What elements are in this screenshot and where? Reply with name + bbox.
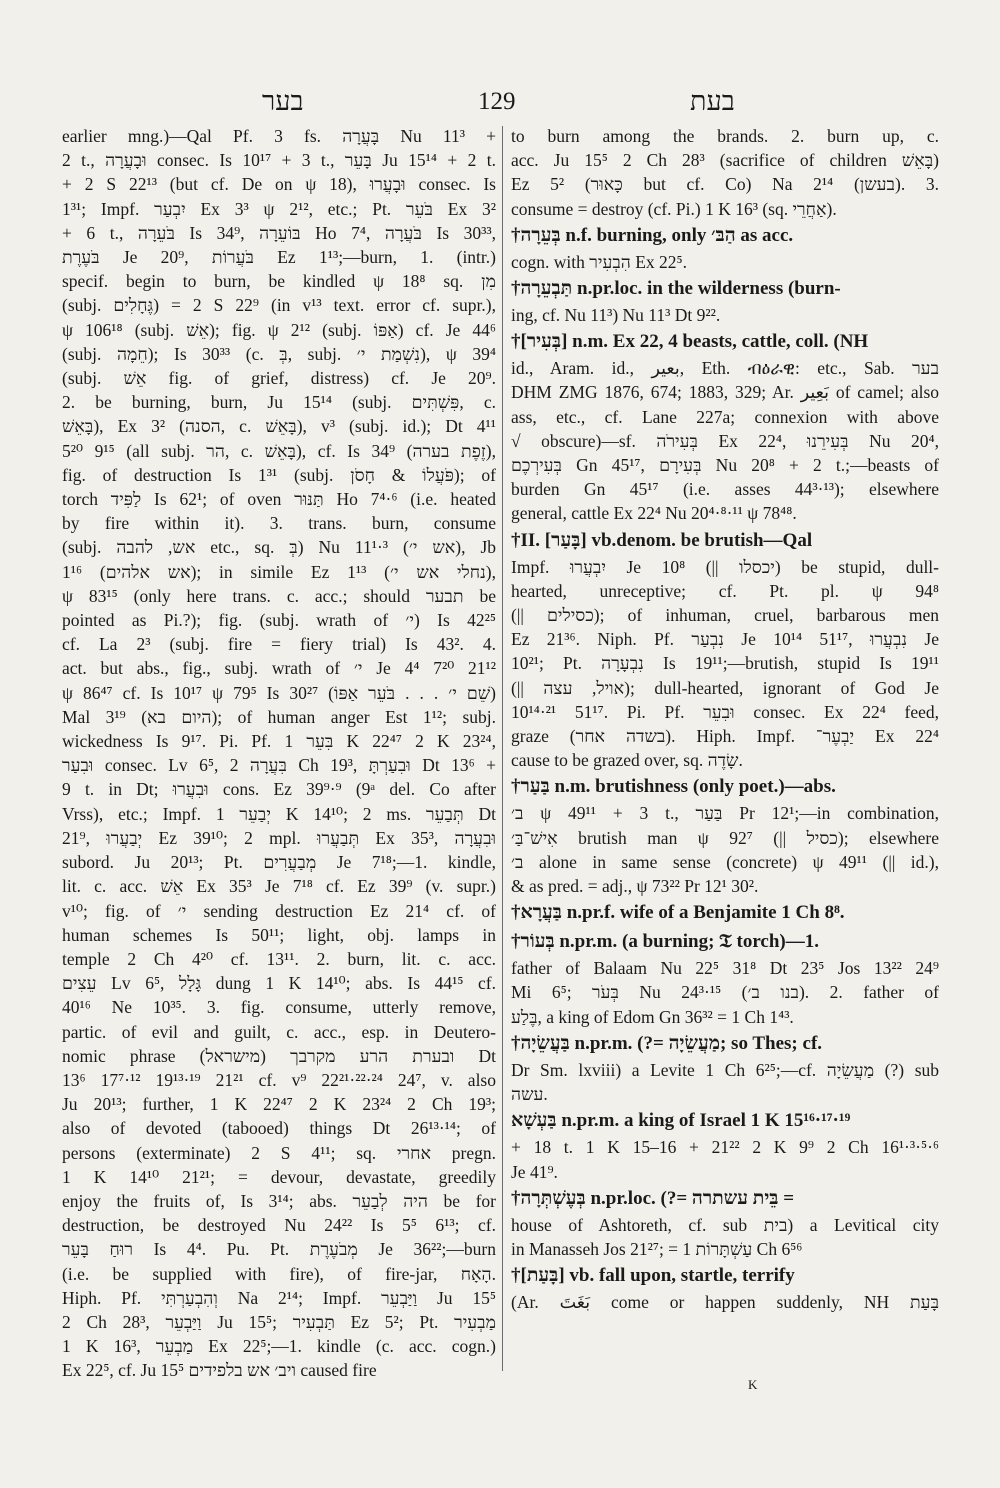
text-line: house of Ashtoreth, cf. sub בית) a Levitical city bbox=[511, 1214, 939, 1235]
text-line: Ju 20¹³; further, 1 K 22⁴⁷ 2 K 23²⁴ 2 Ch 19³; bbox=[62, 1094, 496, 1115]
text-line: v¹⁰; fig. of י׳ sending destruction Ez 21⁴ cf. of bbox=[62, 900, 496, 921]
text-line: ing, cf. Nu 11³) Nu 11³ Dt 9²². bbox=[511, 305, 721, 326]
text-line: cf. La 2³ (subj. fire = fiery trial) Is 43². 4. bbox=[62, 634, 496, 655]
text-line: cogn. with הִבְעִיר Ex 22⁵. bbox=[511, 251, 688, 272]
text-line: בֹּעֶרֶת Je 20⁹, בֹּעֲרוֹת Ez 1¹³;—burn, 1. (intr.) bbox=[62, 247, 496, 268]
text-line: subord. Ju 20¹³; Pt. מְבַעֲרִים Je 7¹⁸;—1. kindle, bbox=[62, 852, 496, 873]
text-line: to burn among the brands. 2. burn up, c. bbox=[511, 126, 939, 146]
entry-headword: †בְּעֵרָה n.f. burning, only הַבּ׳ as acc. bbox=[511, 224, 794, 246]
text-line: in Manasseh Jos 21²⁷; = עַשְׁתָּרוֹת 1 Ch 6⁵⁶ bbox=[511, 1238, 803, 1259]
text-line: (subj. אֵשׁ fig. of grief, distress) cf. Je 20⁹. bbox=[62, 368, 496, 389]
text-line: 13⁶ 17⁷·¹² 19¹³·¹⁹ 21²¹ cf. v⁹ 22²¹·²²·²⁴ 24⁷, v. also bbox=[62, 1069, 496, 1090]
text-line: destruction, be destroyed Nu 24²² Is 5⁵ 6¹³; cf. bbox=[62, 1215, 496, 1236]
text-line: & as pred. = adj., ψ 73²² Pr 12¹ 30². bbox=[511, 876, 759, 897]
text-line: Impf. יִבְעֲרוּ Je 10⁸ (|| יכסלו) be stupid, dull- bbox=[511, 556, 939, 577]
right-column bbox=[511, 124, 939, 1314]
text-line: רוּחַ בָּעֵר Is 4⁴. Pu. Pt. מְבֹעֶרֶת Je 36²²;—burn bbox=[62, 1239, 496, 1260]
running-head bbox=[0, 86, 1000, 120]
text-line: father of Balaam Nu 22⁵ 31⁸ Dt 23⁵ Jos 13²² 24⁹ bbox=[511, 958, 939, 979]
text-line: Mi 6⁵; בְּעֹר Nu 24³·¹⁵ (בנו ב׳). 2. father of bbox=[511, 982, 939, 1003]
running-head-left: בער bbox=[262, 86, 304, 116]
text-line: hearted, unreceptive; cf. Pt. pl. ψ 94⁸ bbox=[511, 580, 939, 601]
text-line: 9 t. in Dt; וּבִעֲרוּ cons. Ez 39⁹·⁹ (9ᵃ del. Co after bbox=[62, 779, 496, 800]
text-line: Vrss), etc.; Impf. יְבַעֵר 1 K 14¹⁰; 2 ms. תְּבַעֵר Dt bbox=[62, 803, 496, 824]
text-line: partic. of evil and guilt, c. acc., esp. in Deutero- bbox=[62, 1021, 496, 1042]
text-line: lit. c. acc. אֵשׁ Ex 35³ Je 7¹⁸ cf. Ez 39⁹ (v. supr.) bbox=[62, 876, 496, 897]
text-line: ב׳ alone in same sense (concrete) ψ 49¹¹ (|| id.), bbox=[511, 851, 939, 872]
text-line: id., Aram. id., بعير, Eth. ብዕራዊ: etc., Sab. בער bbox=[511, 358, 939, 379]
text-line: וּבִעַר consec. Lv 6⁵, בִּעֲרָה 2 Ch 19³, וּבִעַרְתָּ Dt 13⁶ + bbox=[62, 755, 496, 776]
text-line: 1 K 14¹⁰ 21²¹; = devour, devastate, greedily bbox=[62, 1166, 496, 1187]
text-line: (|| אויל, עצה); dull-hearted, ignorant of God Je bbox=[511, 677, 939, 698]
text-line: (Ar. بَغَتَ come or happen suddenly, NH בָּעַת bbox=[511, 1292, 939, 1313]
running-head-right: בעת bbox=[690, 86, 735, 116]
text-line: Mal 3¹⁹ (היום בא); of human anger Est 1¹²; subj. bbox=[62, 706, 496, 727]
text-line: אִישׁ־בַּ׳ brutish man ψ 92⁷ (|| כסיל); elsewhere bbox=[511, 827, 939, 848]
text-line: Ez 21³⁶. Niph. Pf. נִבְעַר Je 10¹⁴ 51¹⁷, נִבְעֲרוּ Je bbox=[511, 629, 939, 650]
text-line: Ez 5² (כָּאוּר but cf. Co) Na 2¹⁴ (בעשן). 3. bbox=[511, 174, 939, 195]
text-line: general, cattle Ex 22⁴ Nu 20⁴·⁸·¹¹ ψ 78⁴⁸. bbox=[511, 503, 797, 524]
text-line: ass, etc., cf. Lane 227a; connexion with above bbox=[511, 406, 939, 427]
text-line: Ex 22⁵, cf. Ju 15⁵ ויב׳ אש בלפידים caused fire bbox=[62, 1360, 377, 1381]
text-line: + 6 t., בֹּעֵרָה Is 34⁹, בּוֹעֵרָה Ho 7⁴, בֹּעֲרָה Is 30³³, bbox=[62, 222, 496, 243]
text-line: DHM ZMG 1876, 674; 1883, 329; Ar. بَعِير of camel; also bbox=[511, 382, 939, 403]
text-line: act. but abs., fig., subj. wrath of י׳ Je 4⁴ 7²⁰ 21¹² bbox=[62, 658, 496, 679]
text-line: ψ 83¹⁵ (only here trans. c. acc.; should תבער be bbox=[62, 585, 496, 606]
text-line: persons (exterminate) 2 S 4¹¹; sq. אחרי pregn. bbox=[62, 1142, 496, 1163]
text-line: עשה. bbox=[511, 1084, 548, 1105]
text-line: (subj. גֶּחָלִים) = 2 S 22⁹ (in v¹³ text. error cf. supr.), bbox=[62, 295, 496, 316]
text-line: specif. begin to burn, be kindled ψ 18⁸ sq. מִן bbox=[62, 271, 496, 292]
text-line: 2. be burning, burn, Ju 15¹⁴ (subj. פִּשְׁתִּים, c. bbox=[62, 392, 496, 413]
column-rule bbox=[502, 126, 503, 1371]
text-line: 10²¹; Pt. נִבְעָרָה Is 19¹¹;—brutish, stupid Is 19¹¹ bbox=[511, 653, 939, 674]
text-line: + 2 S 22¹³ (but cf. De on ψ 18), וּבָעֲרוּ consec. Is bbox=[62, 174, 496, 195]
entry-headword: †בְּעוֹר n.pr.m. (a burning; 𝔗 torch)—1. bbox=[511, 931, 819, 953]
entry-headword: †בְּעֶשְׁתְּרָה n.pr.loc. (?= בֵּית עשתרה = bbox=[511, 1187, 795, 1209]
text-line: graze (בשדה אחר). Hiph. Impf. יַבְעֶר־ Ex 22⁴ bbox=[511, 726, 939, 747]
entry-headword: †II. [בָּעַר] vb.denom. be brutish—Qal bbox=[511, 529, 813, 551]
text-line: (subj. אש, להבה etc., sq. בְּ) Nu 11¹·³ (אש י׳), Jb bbox=[62, 537, 496, 558]
text-line: (subj. חֵמָה); Is 30³³ (c. בְּ, subj. נִשְׁמַת י׳), ψ 39⁴ bbox=[62, 343, 496, 364]
text-line: human schemes Is 50¹¹; light, obj. lamps in bbox=[62, 924, 496, 945]
text-line: Hiph. Pf. וְהִבְעַרְתִּי Na 2¹⁴; Impf. וַיַּבְעֵר Ju 15⁵ bbox=[62, 1287, 496, 1308]
text-line: 2 Ch 28³, וַיַּבְעֵר Ju 15⁵; תַּבְעִיר Ez 5²; Pt. מַבְעִיר bbox=[62, 1311, 496, 1332]
text-line: acc. Ju 15⁵ 2 Ch 28³ (sacrifice of children בָּאֵשׁ) bbox=[511, 150, 939, 171]
text-line: temple 2 Ch 4²⁰ cf. 13¹¹. 2. burn, lit. c. acc. bbox=[62, 948, 496, 969]
text-line: nomic phrase (מישראל) ובערת הרע מקרבך Dt bbox=[62, 1045, 496, 1066]
entry-headword: †[בָּעַת] vb. fall upon, startle, terrify bbox=[511, 1265, 795, 1287]
left-column bbox=[62, 124, 496, 1383]
text-line: wickedness Is 9¹⁷. Pi. Pf. בִּעֵר 1 K 22⁴⁷ 2 K 23²⁴, bbox=[62, 731, 496, 752]
text-line: בְּעִירְכֶם Gn 45¹⁷, בְּעִירָם Nu 20⁸ + 2 t.;—beasts of bbox=[511, 455, 939, 476]
text-line: 1³¹; Impf. יִבְעַר Ex 3³ ψ 2¹², etc.; Pt. בֹּעֵר Ex 3² bbox=[62, 198, 496, 219]
entry-headword: †בַּעַר n.m. brutishness (only poet.)—abs. bbox=[511, 776, 836, 798]
text-line: עֵצִים Lv 6⁵, גָּלָל dung 1 K 14¹⁰; abs. Is 44¹⁵ cf. bbox=[62, 973, 496, 994]
text-line: ψ 86⁴⁷ cf. Is 10¹⁷ ψ 79⁵ Is 30²⁷ (שֵׁם י׳ . . . בֹּעֵר אַפּוֹ) bbox=[62, 682, 496, 703]
signature-mark: K bbox=[748, 1377, 758, 1392]
text-line: by fire within it). 3. trans. burn, consume bbox=[62, 513, 496, 534]
text-line: consume = destroy (cf. Pi.) 1 K 16³ (sq. אַחֲרֵי). bbox=[511, 198, 837, 219]
text-line: בֶּלַע, a king of Edom Gn 36³² = 1 Ch 1⁴³. bbox=[511, 1006, 794, 1027]
text-line: cause to be grazed over, sq. שָׂדֶה. bbox=[511, 750, 743, 771]
text-line: 1¹⁶ (אש אלהים); in simile Ez 1¹³ (נחלי אש י׳), bbox=[62, 561, 496, 582]
entry-headword: †תַּבְעֵרָה n.pr.loc. in the wilderness (burn- bbox=[511, 278, 841, 300]
text-line: also of devoted (tabooed) things Dt 26¹³·¹⁴; of bbox=[62, 1118, 496, 1139]
entry-headword: †בַּעֲרָא n.pr.f. wife of a Benjamite 1 Ch 8⁸. bbox=[511, 902, 845, 924]
entry-headword: †[בְּעִיר] n.m. Ex 22, 4 beasts, cattle, coll. (NH bbox=[511, 331, 869, 353]
text-line: ψ 106¹⁸ (subj. אֵשׁ); fig. ψ 2¹² (subj. אַפּוֹ) cf. Je 44⁶ bbox=[62, 319, 496, 340]
page-number: 129 bbox=[478, 88, 516, 115]
text-line: torch לַפִּיד Is 62¹; of oven תַּנּוּר Ho 7⁴·⁶ (i.e. heated bbox=[62, 489, 496, 510]
text-line: 40¹⁶ Ne 10³⁵. 3. fig. consume, utterly remove, bbox=[62, 997, 496, 1018]
text-line: 2 t., וּבָעֲרָה consec. Is 10¹⁷ + 3 t., בָּעֵר Ju 15¹⁴ + 2 t. bbox=[62, 150, 496, 171]
text-line: 5²⁰ 9¹⁵ (all subj. הר, c. בָּאֵשׁ), cf. Is 34⁹ (זֶפֶת בערה), bbox=[62, 440, 496, 461]
text-line: בָּאֵשׁ), Ex 3² (הסנה, c. בָּאֵשׁ), v³ (subj. id.); Dt 4¹¹ bbox=[62, 416, 496, 437]
text-line: √ obscure)—sf. בְּעִירֹה Ex 22⁴, בְּעִירֵנוּ Nu 20⁴, bbox=[511, 430, 939, 451]
text-line: 10¹⁴·²¹ 51¹⁷. Pi. Pf. וּבִעֵר consec. Ex 22⁴ feed, bbox=[511, 701, 939, 722]
text-line: burden Gn 45¹⁷ (i.e. asses 44³·¹³); elsewhere bbox=[511, 479, 939, 500]
text-line: (|| כסילים); of inhuman, cruel, barbarous men bbox=[511, 605, 939, 626]
text-line: 1 K 16³, מַבְעֵר Ex 22⁵;—1. kindle (c. acc. cogn.) bbox=[62, 1336, 496, 1357]
text-line: Je 41⁹. bbox=[511, 1161, 558, 1182]
text-line: fig. of destruction Is 1³¹ (subj. פֹּעֲלוֹ & חָסֹן); of bbox=[62, 464, 496, 485]
text-line: earlier mng.)—Qal Pf. 3 fs. בָּעֲרָה Nu 11³ + bbox=[62, 126, 496, 146]
text-line: + 18 t. 1 K 15–16 + 21²² 2 K 9⁹ 2 Ch 16¹·³·⁵·⁶ bbox=[511, 1137, 939, 1158]
text-line: enjoy the fruits of, Is 3¹⁴; abs. היה לְבַעֵר be for bbox=[62, 1190, 496, 1211]
text-line: 21⁹, יְבַעֲרוּ Ez 39¹⁰; 2 mpl. תְּבַעֲרוּ Ex 35³, וּבִעֲרָה bbox=[62, 827, 496, 848]
entry-headword: †בַּעֲשֵׂיָה n.pr.m. (?= מַעֲשֵׂיָה; so Thes; cf. bbox=[511, 1032, 823, 1054]
entry-headword: בַּעְשָׁא n.pr.m. a king of Israel 1 K 15¹⁶·¹⁷·¹⁹ bbox=[511, 1110, 851, 1132]
text-line: Dr Sm. lxviii) a Levite 1 Ch 6²⁵;—cf. מַעֲשֵׂיָה (?) sub bbox=[511, 1059, 939, 1080]
text-line: ב׳ ψ 49¹¹ + 3 t., בַּעַר Pr 12¹;—in combination, bbox=[511, 803, 939, 824]
text-line: pointed as Pi.?); fig. (subj. wrath of י׳) Is 42²⁵ bbox=[62, 610, 496, 631]
text-line: (i.e. be supplied with fire), of fire-jar, הָאָח. bbox=[62, 1263, 496, 1284]
